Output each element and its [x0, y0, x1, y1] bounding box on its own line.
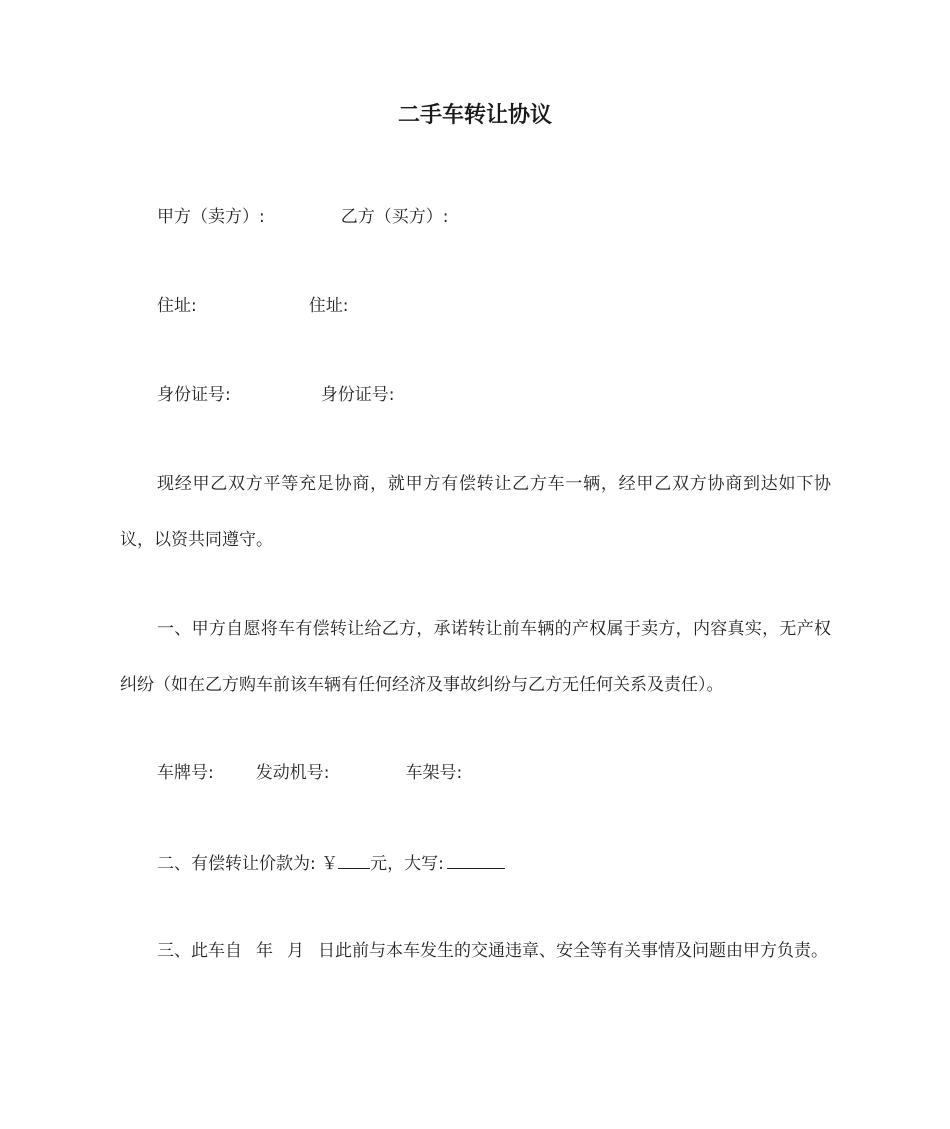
price-words-blank: [447, 850, 505, 869]
intro-paragraph: 现经甲乙双方平等充足协商，就甲方有偿转让乙方车一辆，经甲乙双方协商到达如下协议，以资共同遵守。: [120, 474, 831, 550]
clause-3-paragraph: [120, 923, 831, 979]
price-amount-blank: [338, 850, 370, 869]
clause-3-year: 年: [256, 941, 273, 961]
clause-3-month: 月: [287, 941, 304, 961]
buyer-id-label: 身份证号:: [320, 385, 395, 405]
id-number-line: [157, 383, 394, 407]
clause-3-part2: 日此前与本车发生的交通违章、安全等有关事情及问题由甲方负责。: [318, 941, 828, 961]
plate-label: 车牌号:: [157, 763, 214, 783]
engine-label: 发动机号:: [255, 763, 330, 783]
price-middle: 元，大写:: [370, 854, 444, 874]
buyer-label: 乙方（买方）:: [340, 207, 449, 227]
document-title: 二手车转让协议: [397, 103, 552, 128]
frame-label: 车架号:: [405, 763, 463, 783]
clause-3-part1: 三、此车自: [157, 941, 242, 961]
price-prefix: 二、有偿转让价款为: ￥: [157, 854, 339, 874]
buyer-address-label: 住址:: [308, 296, 349, 316]
vehicle-info-line: [157, 761, 462, 785]
seller-address-label: 住址:: [157, 296, 197, 316]
clause-2-line: [157, 850, 505, 876]
parties-line: [157, 205, 448, 229]
seller-id-label: 身份证号:: [157, 385, 231, 405]
seller-label: 甲方（卖方）:: [157, 207, 265, 227]
clause-1-paragraph: 一、甲方自愿将车有偿转让给乙方，承诺转让前车辆的产权属于卖方，内容真实，无产权纠纷（如在乙方购车前该车辆有任何经济及事故纠纷与乙方无任何关系及责任）。: [120, 619, 831, 695]
address-line: [157, 294, 348, 318]
